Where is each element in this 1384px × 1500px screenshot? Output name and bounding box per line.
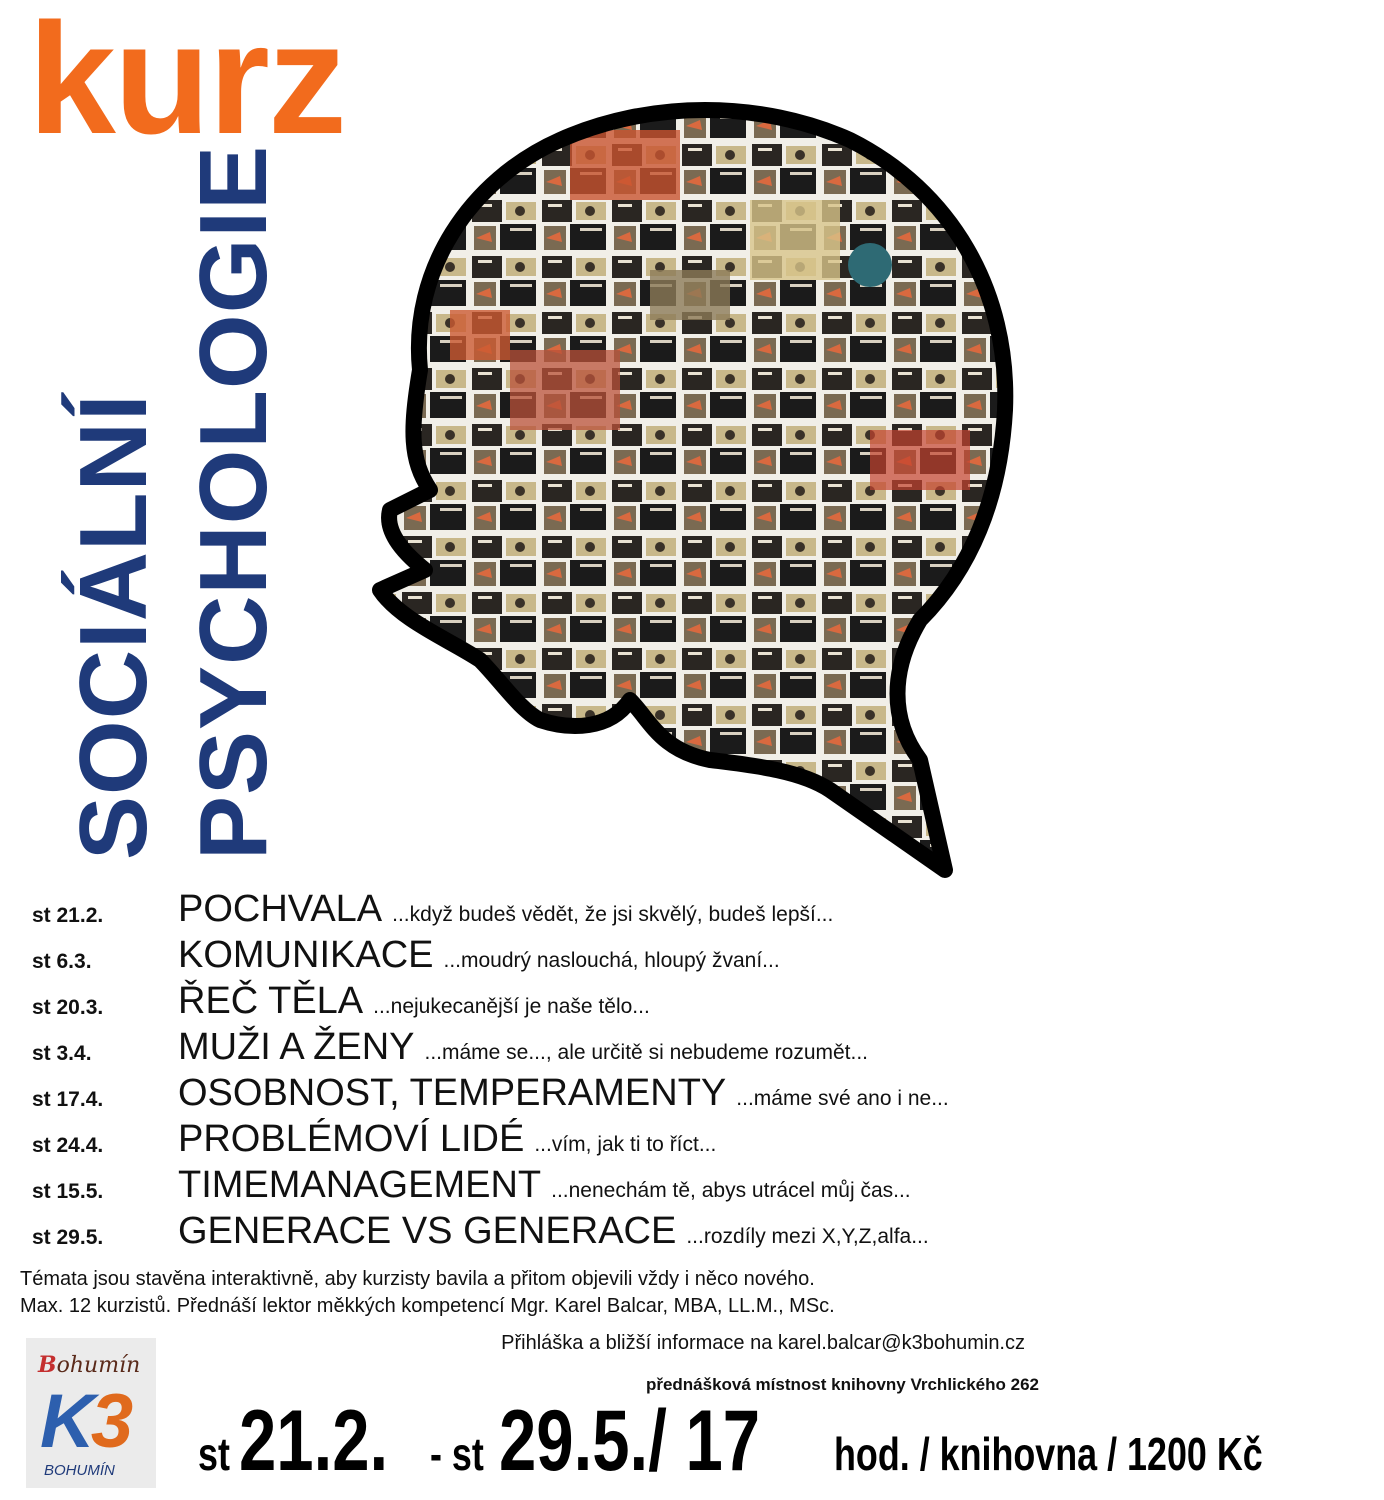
head-collage-illustration [330,30,1050,890]
topic-tagline: ...když budeš vědět, že jsi skvělý, budeš lepší... [392,903,834,926]
venue-info: přednášková místnost knihovny Vrchlického 262 [645,1375,1039,1394]
topic-tagline: ...máme se..., ale určitě si nebudeme rozumět... [424,1041,869,1064]
topic-title: MUŽI A ŽENY [178,1026,415,1068]
summary-place-price: hod. / knihovna / 1200 Kč [833,1428,1263,1480]
topic-title: KOMUNIKACE [178,934,434,976]
summary-day-1: st [198,1428,230,1480]
topic-title: PROBLÉMOVÍ LIDÉ [178,1118,525,1160]
schedule-row [28,980,1048,1026]
topic-tagline: ...nejukecanější je naše tělo... [373,995,650,1018]
session-date: st 29.5. [32,1226,104,1249]
session-topic [178,980,650,1023]
course-info [20,1266,1050,1320]
session-date: st 24.4. [32,1134,104,1157]
schedule-row [28,1210,1048,1256]
session-date: st 6.3. [32,950,92,973]
topic-tagline: ...máme své ano i ne... [736,1087,949,1110]
session-date: st 20.3. [32,996,104,1019]
session-date: st 15.5. [32,1180,104,1203]
kurz-heading: kurz [28,0,345,167]
session-topic [178,1026,868,1069]
info-line-2: Max. 12 kurzistů. Přednáší lektor měkkých kompetencí Mgr. Karel Balcar, MBA, LL.M., MSc. [20,1295,835,1317]
session-topic [178,934,780,977]
session-topic [178,1210,929,1253]
schedule-row [28,888,1048,934]
schedule-row [28,1072,1048,1118]
topic-title: OSOBNOST, TEMPERAMENTY [178,1072,727,1114]
topic-title: TIMEMANAGEMENT [178,1164,542,1206]
session-date: st 17.4. [32,1088,104,1111]
session-topic [178,1118,716,1161]
title-line-2: PSYCHOLOGIE [180,144,287,860]
summary-start-date: 21.2. [238,1393,389,1489]
topic-title: POCHVALA [178,888,383,930]
signup-info: Přihláška a bližší informace na karel.balcar@k3bohumin.cz [501,1332,1025,1354]
logo-city-wordmark: Bohumín [38,1352,141,1378]
logo-bohumin-text: BOHUMÍN [44,1462,115,1479]
schedule-row [28,1026,1048,1072]
summary-end-date-time: 29.5./ 17 [499,1393,761,1489]
session-date: st 3.4. [32,1042,92,1065]
topic-tagline: ...moudrý naslouchá, hloupý žvaní... [443,949,780,972]
schedule-row [28,934,1048,980]
topic-tagline: ...vím, jak ti to říct... [534,1133,717,1156]
topic-title: ŘEČ TĚLA [178,980,364,1022]
course-summary-line [198,1392,1384,1491]
topic-tagline: ...nenechám tě, abys utrácel můj čas... [551,1179,911,1202]
logo-k3-mark: K3 [40,1379,130,1464]
k3-bohumin-logo [26,1338,156,1488]
summary-day-2: - st [430,1428,485,1480]
session-topic [178,888,833,931]
title-line-1: SOCIÁLNÍ [60,393,167,860]
session-date: st 21.2. [32,904,104,927]
session-topic [178,1072,949,1115]
topic-tagline: ...rozdíly mezi X,Y,Z,alfa... [686,1225,929,1248]
topic-title: GENERACE VS GENERACE [178,1210,677,1252]
schedule-row [28,1118,1048,1164]
schedule-row [28,1164,1048,1210]
course-schedule [28,888,1048,1256]
session-topic [178,1164,911,1207]
info-line-1: Témata jsou stavěna interaktivně, aby kurzisty bavila a přitom objevili vždy i něco nového. [20,1268,815,1290]
